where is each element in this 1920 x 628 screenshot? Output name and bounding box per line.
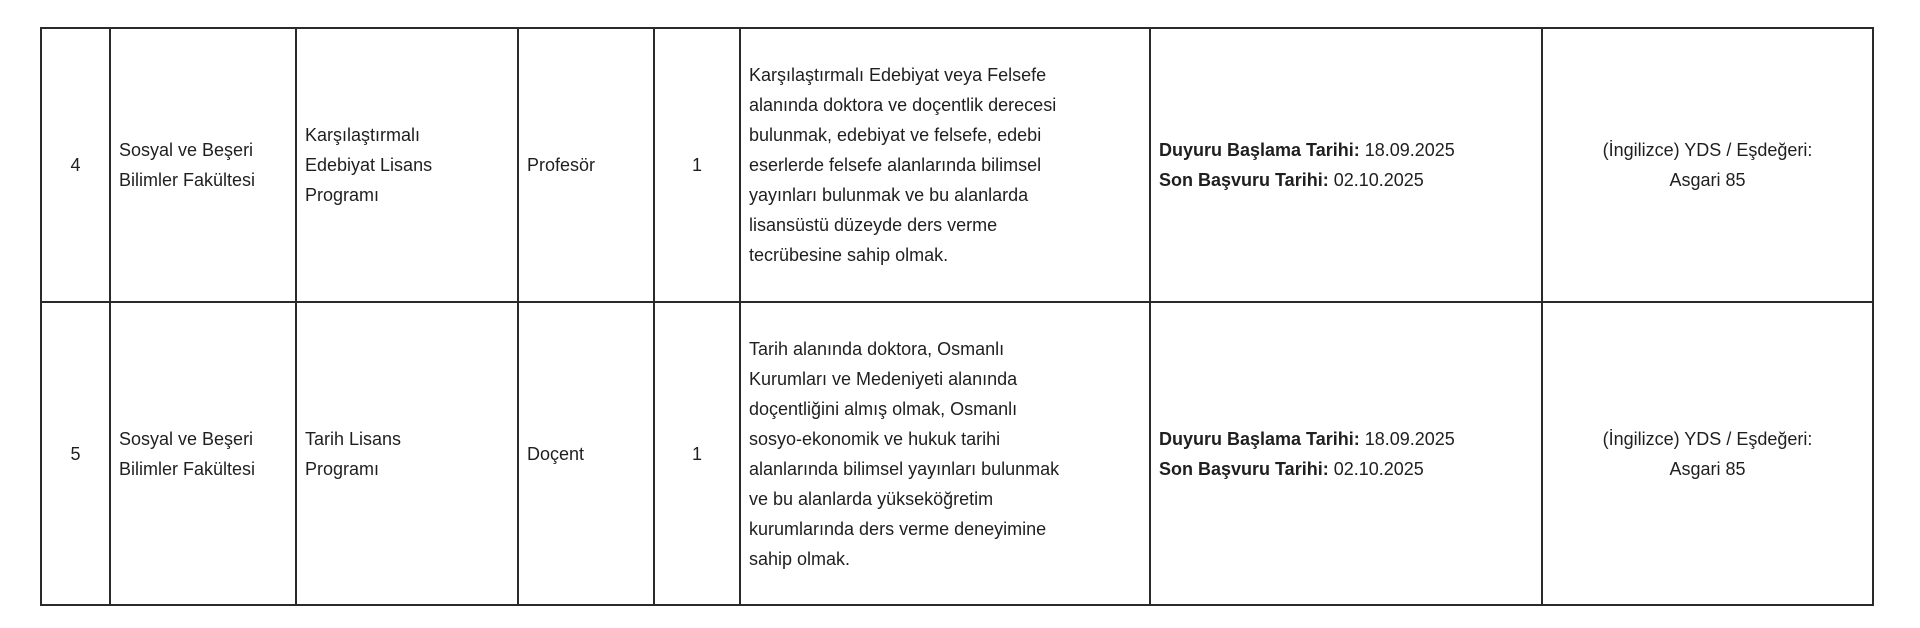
deadline-date: 02.10.2025 [1333, 458, 1424, 479]
requirement-line: alanında doktora ve doçentlik derecesi [749, 95, 1057, 115]
requirement-line: sosyo-ekonomik ve hukuk tarihi [749, 428, 1001, 449]
faculty-line: Sosyal ve Beşeri [119, 428, 254, 449]
language-line: Asgari 85 [1669, 170, 1746, 190]
table-row [41, 28, 1873, 302]
faculty-cell [110, 28, 296, 302]
requirement-line: doçentliğini almış olmak, Osmanlı [749, 398, 1018, 419]
program-cell [296, 302, 518, 605]
announce-date: 18.09.2025 [1364, 428, 1455, 449]
deadline-label: Son Başvuru Tarihi: [1159, 458, 1329, 479]
requirement-line: Tarih alanında doktora, Osmanlı [749, 338, 1005, 359]
requirement-line: Karşılaştırmalı Edebiyat veya Felsefe [749, 65, 1047, 85]
requirement-line: tecrübesine sahip olmak. [749, 245, 949, 265]
dates-cell [1150, 28, 1542, 302]
deadline-line [1159, 454, 1533, 484]
requirement-line: kurumlarında ders verme deneyimine [749, 518, 1047, 539]
requirement-line: bulunmak, edebiyat ve felsefe, edebi [749, 125, 1042, 145]
table-row [41, 302, 1873, 605]
requirement-line: eserlerde felsefe alanlarında bilimsel [749, 155, 1042, 175]
deadline-label: Son Başvuru Tarihi: [1159, 170, 1329, 190]
requirement-line: ve bu alanlarda yükseköğretim [749, 488, 994, 509]
program-line: Tarih Lisans [305, 428, 402, 449]
count-cell: 1 [654, 302, 740, 605]
requirement-cell [740, 302, 1150, 605]
row-number: 5 [41, 302, 110, 605]
requirement-line: sahip olmak. [749, 548, 851, 569]
faculty-cell [110, 302, 296, 605]
faculty-line: Bilimler Fakültesi [119, 170, 256, 190]
program-cell [296, 28, 518, 302]
requirement-line: Kurumları ve Medeniyeti alanında [749, 368, 1018, 389]
language-line: (İngilizce) YDS / Eşdeğeri: [1602, 140, 1813, 160]
dates-cell [1150, 302, 1542, 605]
language-cell [1542, 28, 1873, 302]
announce-label: Duyuru Başlama Tarihi: [1159, 428, 1360, 449]
program-line: Edebiyat Lisans [305, 155, 433, 175]
language-line: Asgari 85 [1669, 458, 1746, 479]
faculty-line: Bilimler Fakültesi [119, 458, 256, 479]
row-number: 4 [41, 28, 110, 302]
program-line: Programı [305, 185, 380, 205]
deadline-line [1159, 165, 1533, 195]
deadline-date: 02.10.2025 [1333, 170, 1424, 190]
requirement-line: lisansüstü düzeyde ders verme [749, 215, 998, 235]
title-cell: Profesör [518, 28, 654, 302]
announce-line [1159, 424, 1533, 454]
program-line: Karşılaştırmalı [305, 125, 421, 145]
requirement-cell [740, 28, 1150, 302]
language-line: (İngilizce) YDS / Eşdeğeri: [1602, 428, 1813, 449]
positions-table [40, 27, 1874, 606]
language-cell [1542, 302, 1873, 605]
requirement-line: yayınları bulunmak ve bu alanlarda [749, 185, 1029, 205]
title-cell: Doçent [518, 302, 654, 605]
program-line: Programı [305, 458, 380, 479]
announce-date: 18.09.2025 [1364, 140, 1455, 160]
requirement-line: alanlarında bilimsel yayınları bulunmak [749, 458, 1060, 479]
faculty-line: Sosyal ve Beşeri [119, 140, 254, 160]
announce-line [1159, 135, 1533, 165]
announce-label: Duyuru Başlama Tarihi: [1159, 140, 1360, 160]
count-cell: 1 [654, 28, 740, 302]
